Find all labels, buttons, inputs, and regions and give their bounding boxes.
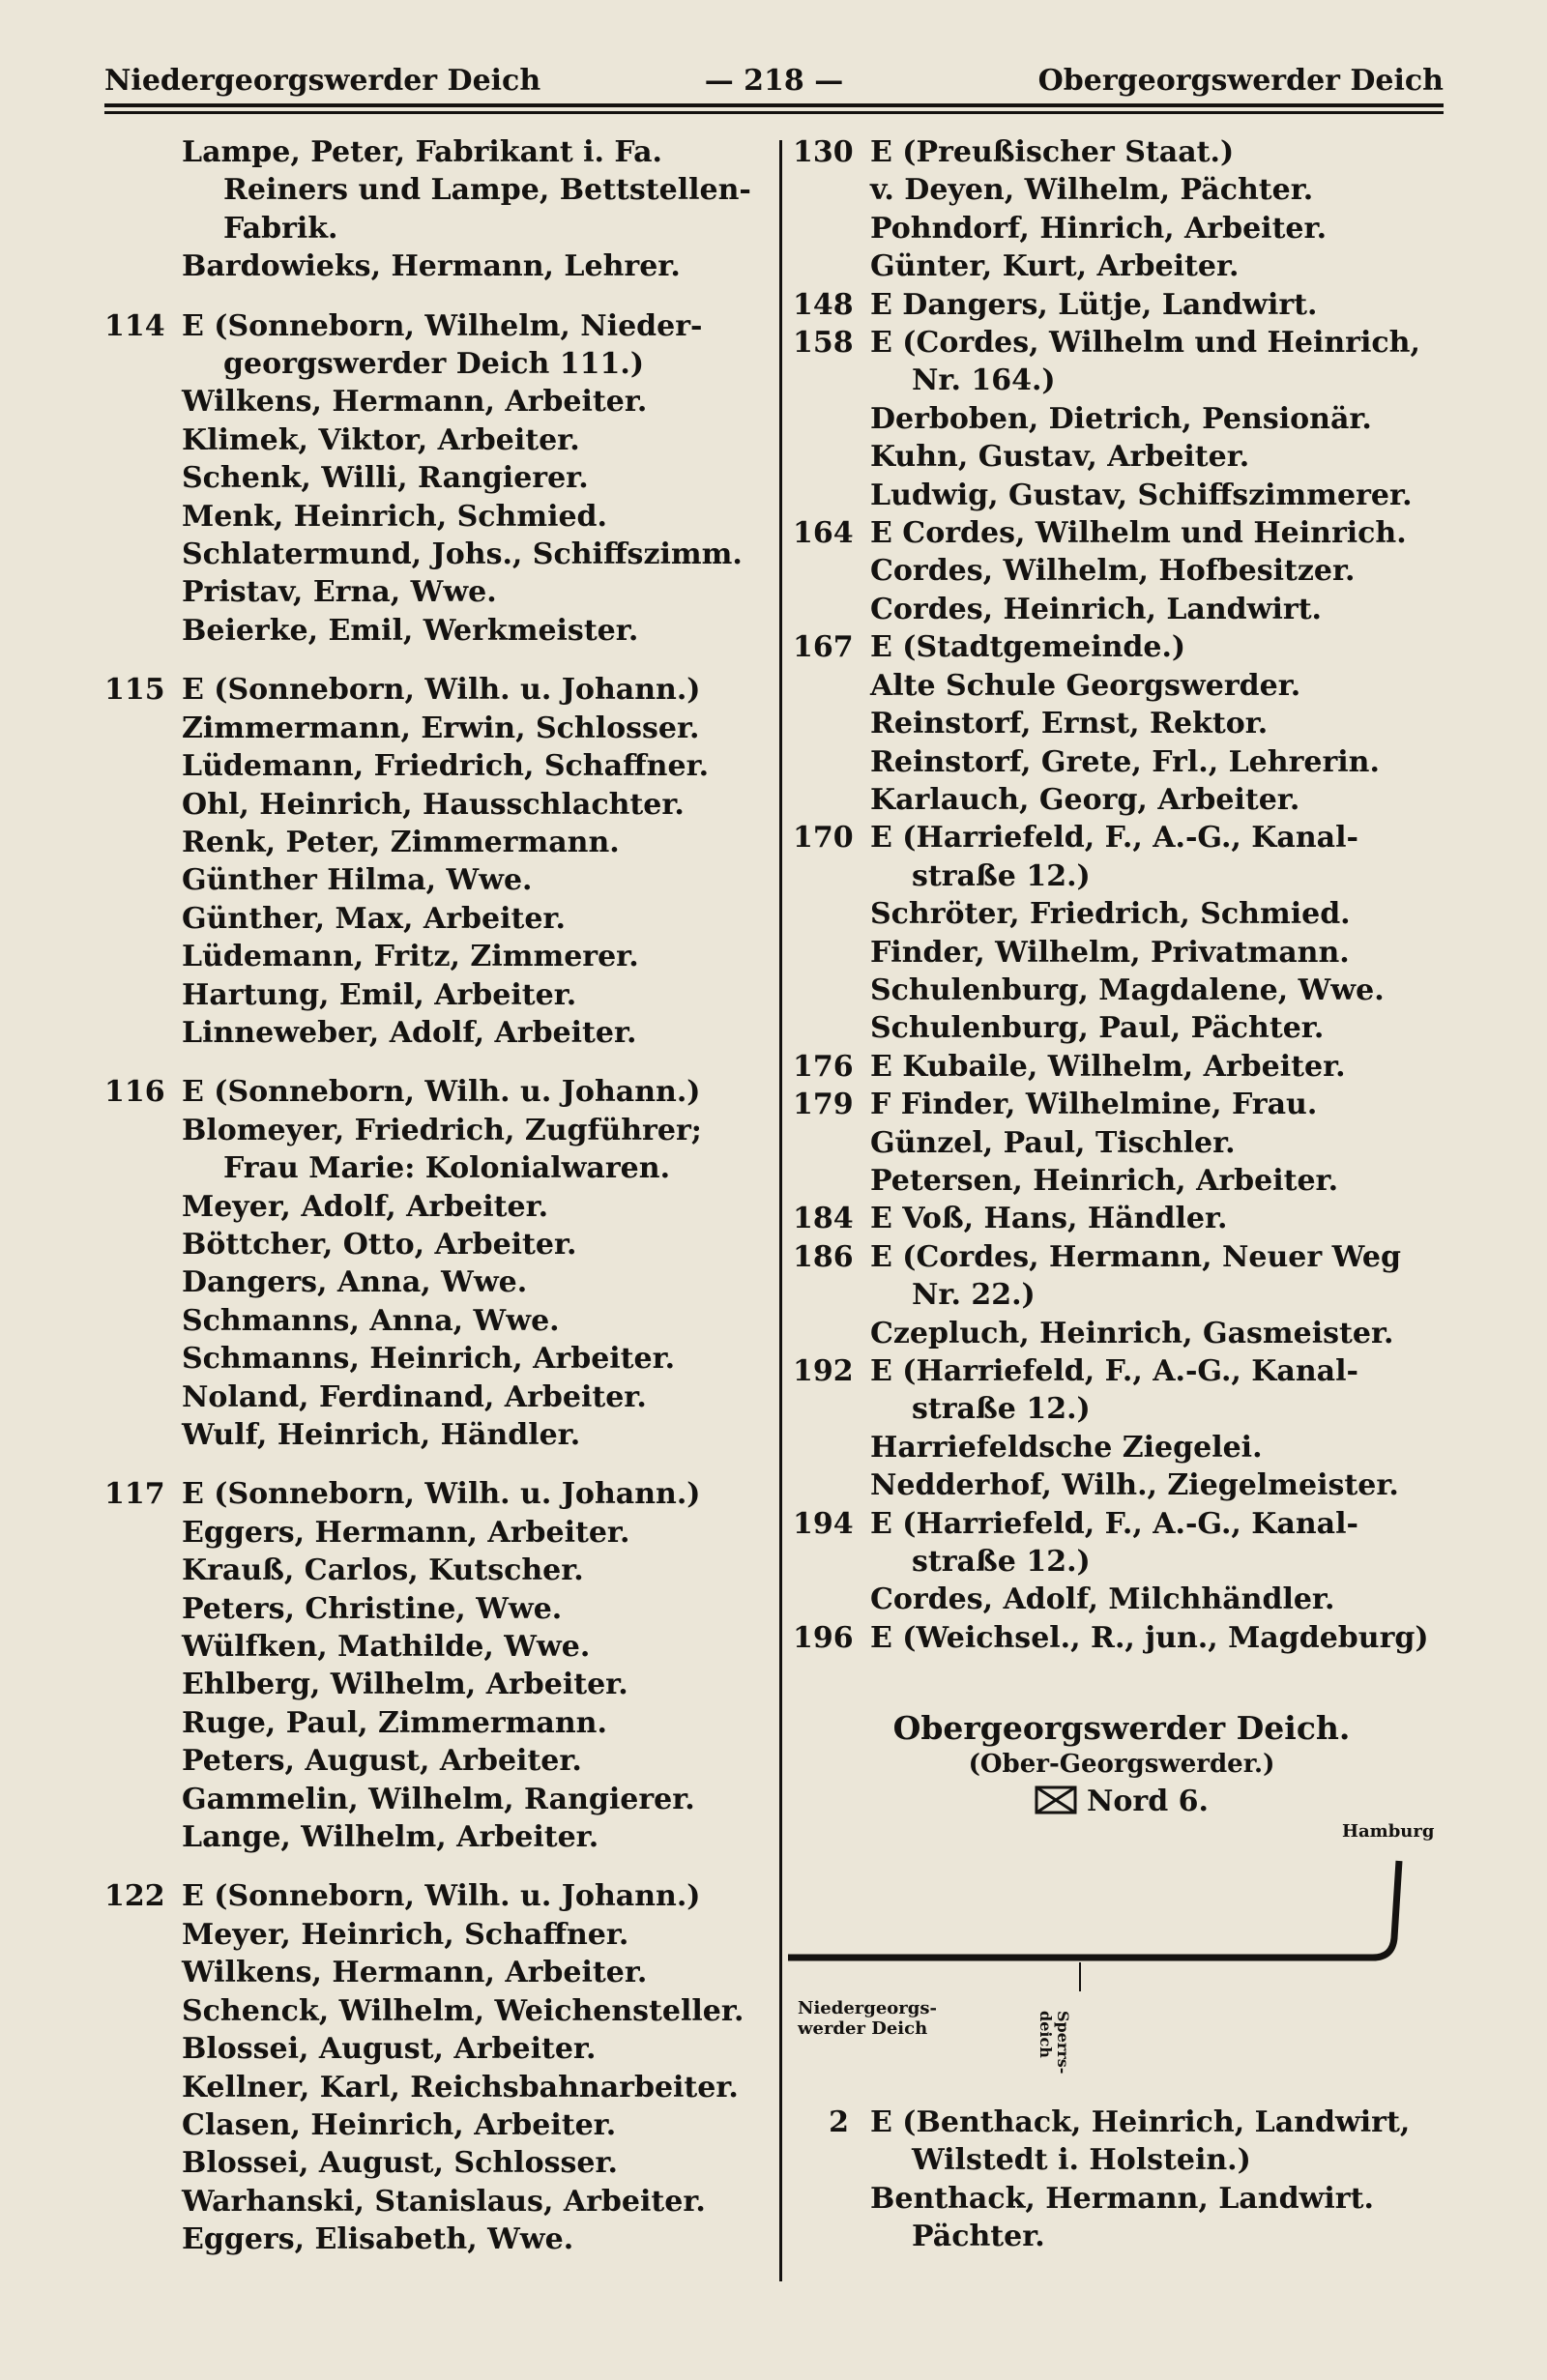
resident-line [104, 1818, 762, 1856]
resident-line [104, 536, 762, 573]
resident-line [793, 247, 1450, 285]
resident-line [104, 2183, 762, 2220]
resident-line [793, 171, 1450, 209]
house-number: 2 [829, 2105, 849, 2139]
resident-line [793, 895, 1450, 933]
resident-line [104, 786, 762, 824]
entry-text: Benthack, Hermann, Landwirt. [870, 2181, 1374, 2216]
entry-text: E (Harriefeld, F., A.-G., Kanal- [870, 821, 1358, 856]
resident-line [793, 1390, 1450, 1428]
resident-line [793, 2180, 1450, 2218]
house-number: 114 [104, 308, 165, 343]
resident-line [104, 171, 762, 209]
resident-line [793, 1124, 1450, 1162]
entry-text: Günzel, Paul, Tischler. [870, 1125, 1236, 1160]
entry-text: straße 12.) [912, 1545, 1091, 1580]
resident-line [793, 362, 1450, 399]
house-number: 122 [104, 1879, 165, 1914]
resident-line [104, 1149, 762, 1187]
house-number: 116 [104, 1075, 165, 1110]
entry-text: Harriefeldsche Ziegelei. [870, 1430, 1263, 1465]
entry-text: Petersen, Heinrich, Arbeiter. [870, 1163, 1339, 1198]
house-entry [104, 307, 762, 345]
house-entry [104, 671, 762, 709]
house-entry [793, 286, 1450, 324]
entry-text: Lüdemann, Friedrich, Schaffner. [182, 749, 710, 784]
house-entry [793, 1238, 1450, 1276]
house-entry [793, 628, 1450, 666]
house-number: 117 [104, 1477, 165, 1512]
header-rule-bottom [104, 111, 1444, 114]
entry-text: Alte Schule Georgswerder. [870, 668, 1301, 703]
resident-line [104, 1340, 762, 1378]
resident-line [104, 1781, 762, 1818]
resident-line [793, 210, 1450, 247]
entry-text: E (Preußischer Staat.) [870, 135, 1235, 169]
resident-line [793, 2218, 1450, 2255]
house-number: 130 [793, 135, 854, 169]
page-number: — 218 — [704, 64, 844, 98]
house-number: 170 [793, 821, 854, 856]
entry-text: Nr. 22.) [912, 1278, 1036, 1313]
resident-line [793, 1009, 1450, 1047]
street-map [788, 1817, 1455, 1991]
entry-text: Lange, Wilhelm, Arbeiter. [182, 1820, 599, 1855]
resident-line [793, 2141, 1450, 2179]
resident-line [793, 1466, 1450, 1504]
entry-text: Krauß, Carlos, Kutscher. [182, 1553, 584, 1588]
house-number: 158 [793, 326, 854, 361]
postal-district [812, 1785, 1431, 1818]
entry-text: v. Deyen, Wilhelm, Pächter. [870, 173, 1314, 208]
resident-line [104, 747, 762, 785]
section-title: Obergeorgswerder Deich. [892, 1709, 1351, 1747]
resident-line [793, 400, 1450, 438]
entry-text: E (Sonneborn, Wilh. u. Johann.) [182, 1477, 701, 1512]
entry-text: Blossei, August, Schlosser. [182, 2146, 618, 2181]
entry-text: Eggers, Elisabeth, Wwe. [182, 2222, 574, 2257]
house-number: 192 [793, 1354, 854, 1388]
entry-text: straße 12.) [912, 858, 1091, 893]
entry-text: Cordes, Wilhelm, Hofbesitzer. [870, 554, 1356, 589]
resident-line [104, 1112, 762, 1149]
entry-text: Ehlberg, Wilhelm, Arbeiter. [182, 1668, 628, 1702]
house-number: 196 [793, 1620, 854, 1655]
entry-text: Clasen, Heinrich, Arbeiter. [182, 2107, 617, 2142]
entry-text: E (Harriefeld, F., A.-G., Kanal- [870, 1506, 1358, 1541]
entry-text: E Dangers, Lütje, Landwirt. [870, 287, 1318, 322]
resident-line [793, 781, 1450, 819]
resident-line [793, 1162, 1450, 1200]
map-label-hamburg: Hamburg [1342, 1821, 1435, 1842]
house-number: 194 [793, 1506, 854, 1541]
house-number: 115 [104, 673, 165, 708]
entry-text: E Kubaile, Wilhelm, Arbeiter. [870, 1049, 1346, 1084]
resident-line [104, 2106, 762, 2144]
entry-text: Gammelin, Wilhelm, Rangierer. [182, 1782, 695, 1816]
entry-text: Meyer, Adolf, Arbeiter. [182, 1189, 549, 1224]
entry-text: E (Stadtgemeinde.) [870, 630, 1186, 665]
resident-line [104, 210, 762, 247]
entry-text: Wilkens, Hermann, Arbeiter. [182, 385, 648, 420]
resident-line [104, 1916, 762, 1954]
resident-line [793, 934, 1450, 972]
map-road [788, 1861, 1399, 1958]
entry-text: Reiners und Lampe, Bettstellen- [223, 173, 751, 208]
resident-line [793, 438, 1450, 476]
entry-text: E Voß, Hans, Händler. [870, 1202, 1228, 1236]
resident-line [104, 612, 762, 650]
resident-line [104, 459, 762, 497]
resident-line [104, 1014, 762, 1052]
resident-line [793, 1581, 1450, 1618]
map-label-line: Sperrs- [1054, 2011, 1072, 2075]
resident-line [104, 1552, 762, 1589]
entry-text: E (Sonneborn, Wilh. u. Johann.) [182, 673, 701, 708]
entry-text: Lampe, Peter, Fabrikant i. Fa. [182, 135, 662, 169]
entry-text: Dangers, Anna, Wwe. [182, 1265, 528, 1300]
house-number: 186 [793, 1239, 854, 1274]
resident-line [104, 1628, 762, 1666]
entry-text: Blomeyer, Friedrich, Zugführer; [182, 1113, 702, 1147]
entry-text: E (Cordes, Wilhelm und Heinrich, [870, 326, 1420, 361]
resident-line [104, 1302, 762, 1340]
resident-line [104, 1263, 762, 1301]
entry-text: Fabrik. [223, 211, 338, 246]
resident-line [793, 477, 1450, 514]
resident-line [104, 1704, 762, 1742]
map-label-line: deich [1036, 2011, 1055, 2058]
entry-text: straße 12.) [912, 1392, 1091, 1427]
entry-text: Wülfken, Mathilde, Wwe. [182, 1630, 591, 1665]
entry-text: Ohl, Heinrich, Hausschlachter. [182, 787, 685, 822]
entry-text: E Cordes, Wilhelm und Heinrich. [870, 516, 1407, 551]
resident-line [104, 421, 762, 459]
resident-line [104, 1590, 762, 1628]
house-number: 176 [793, 1049, 854, 1084]
house-entry [793, 133, 1450, 171]
entry-text: E (Cordes, Hermann, Neuer Weg [870, 1239, 1401, 1274]
resident-line [793, 972, 1450, 1009]
house-entry [793, 1619, 1450, 1657]
resident-line [104, 2144, 762, 2182]
entry-text: Pristav, Erna, Wwe. [182, 575, 497, 610]
entry-text: Ruge, Paul, Zimmermann. [182, 1705, 607, 1740]
entry-text: Günter, Kurt, Arbeiter. [870, 249, 1240, 284]
entry-text: E (Sonneborn, Wilhelm, Nieder- [182, 308, 703, 343]
left-column [104, 133, 762, 2259]
house-number: 167 [793, 630, 854, 665]
resident-line [104, 1742, 762, 1780]
entry-text: Cordes, Heinrich, Landwirt. [870, 592, 1322, 626]
resident-line [793, 1543, 1450, 1581]
entry-text: Pohndorf, Hinrich, Arbeiter. [870, 211, 1328, 246]
house-entry [104, 1877, 762, 1915]
page-header [104, 60, 1444, 102]
entry-text: Warhanski, Stanislaus, Arbeiter. [182, 2184, 706, 2219]
map-label-sperrsdeich [1036, 2011, 1071, 2074]
postal-label: Nord 6. [1087, 1785, 1209, 1818]
entry-gap [104, 1052, 762, 1073]
entry-gap [104, 1454, 762, 1475]
entry-text: Cordes, Adolf, Milchhändler. [870, 1582, 1335, 1617]
entry-text: Schulenburg, Paul, Pächter. [870, 1011, 1325, 1046]
house-number: 184 [793, 1202, 854, 1236]
entry-text: Klimek, Viktor, Arbeiter. [182, 422, 580, 457]
entry-text: Renk, Peter, Zimmermann. [182, 825, 620, 859]
resident-line [793, 743, 1450, 781]
entry-text: Czepluch, Heinrich, Gasmeister. [870, 1316, 1394, 1350]
entry-text: Schenck, Wilhelm, Weichensteller. [182, 1993, 744, 2028]
entry-text: Reinstorf, Grete, Frl., Lehrerin. [870, 744, 1380, 779]
entry-text: E (Sonneborn, Wilh. u. Johann.) [182, 1075, 701, 1110]
resident-line [793, 667, 1450, 705]
resident-line [793, 552, 1450, 590]
entry-gap [104, 650, 762, 671]
right-column [793, 133, 1450, 1657]
entry-text: Günther, Max, Arbeiter. [182, 901, 566, 936]
right-column-continued [793, 2104, 1450, 2256]
resident-line [104, 1188, 762, 1226]
resident-line [104, 383, 762, 421]
entry-text: Kellner, Karl, Reichsbahnarbeiter. [182, 2070, 739, 2104]
entry-text: Menk, Heinrich, Schmied. [182, 499, 607, 534]
entry-text: E (Sonneborn, Wilh. u. Johann.) [182, 1879, 701, 1914]
entry-text: Schmanns, Anna, Wwe. [182, 1303, 560, 1338]
house-entry [793, 1048, 1450, 1086]
resident-line [793, 857, 1450, 895]
house-entry [104, 1475, 762, 1513]
resident-line [104, 938, 762, 975]
entry-text: Derboben, Dietrich, Pensionär. [870, 401, 1372, 436]
entry-text: Eggers, Hermann, Arbeiter. [182, 1515, 630, 1550]
entry-text: Schenk, Willi, Rangierer. [182, 461, 589, 496]
header-rule-top [104, 103, 1444, 107]
resident-line [104, 573, 762, 611]
entry-text: Günther Hilma, Wwe. [182, 863, 533, 898]
house-entry [793, 514, 1450, 552]
entry-text: Karlauch, Georg, Arbeiter. [870, 782, 1300, 817]
entry-text: Peters, August, Arbeiter. [182, 1744, 582, 1779]
envelope-icon [1035, 1785, 1077, 1814]
entry-text: Wilstedt i. Holstein.) [912, 2143, 1251, 2178]
header-left-street: Niedergeorgswerder Deich [104, 64, 541, 98]
house-entry [793, 1352, 1450, 1390]
resident-line [104, 498, 762, 536]
resident-line [104, 710, 762, 747]
entry-text: E (Weichsel., R., jun., Magdeburg) [870, 1620, 1429, 1655]
resident-line [104, 1992, 762, 2030]
entry-text: Zimmermann, Erwin, Schlosser. [182, 711, 700, 745]
entry-text: E (Benthack, Heinrich, Landwirt, [870, 2105, 1411, 2139]
house-entry [793, 2104, 1450, 2141]
house-number: 179 [793, 1088, 854, 1122]
column-divider [779, 140, 782, 2281]
entry-text: Schröter, Friedrich, Schmied. [870, 897, 1351, 932]
house-entry [793, 1505, 1450, 1543]
house-entry [793, 1086, 1450, 1123]
entry-text: Lüdemann, Fritz, Zimmerer. [182, 940, 639, 974]
resident-line [104, 1379, 762, 1416]
resident-line [104, 1954, 762, 1991]
map-label-niedergeorgswerder [798, 1998, 937, 2039]
map-label-line: Niedergeorgs- [798, 1998, 937, 2018]
entry-text: Beierke, Emil, Werkmeister. [182, 613, 639, 648]
resident-line [793, 591, 1450, 628]
entry-gap [104, 1856, 762, 1877]
resident-line [793, 1315, 1450, 1352]
resident-line [104, 900, 762, 938]
entry-text: E (Harriefeld, F., A.-G., Kanal- [870, 1354, 1358, 1388]
resident-line [793, 705, 1450, 742]
resident-line [104, 133, 762, 171]
resident-line [104, 1514, 762, 1552]
entry-text: Pächter. [912, 2220, 1045, 2254]
resident-line [104, 247, 762, 285]
entry-text: Nedderhof, Wilh., Ziegelmeister. [870, 1468, 1399, 1503]
resident-line [104, 345, 762, 383]
resident-line [104, 2220, 762, 2258]
resident-line [104, 976, 762, 1014]
resident-line [793, 1429, 1450, 1466]
entry-text: Noland, Ferdinand, Arbeiter. [182, 1379, 647, 1414]
resident-line [104, 2030, 762, 2068]
entry-text: Böttcher, Otto, Arbeiter. [182, 1227, 577, 1262]
entry-text: Schulenburg, Magdalene, Wwe. [870, 972, 1385, 1007]
resident-line [104, 1226, 762, 1263]
entry-text: georgswerder Deich 111.) [223, 347, 645, 382]
entry-text: Schmanns, Heinrich, Arbeiter. [182, 1342, 676, 1377]
entry-text: Meyer, Heinrich, Schaffner. [182, 1917, 629, 1952]
entry-text: Wulf, Heinrich, Händler. [182, 1418, 581, 1452]
resident-line [104, 824, 762, 861]
house-entry [793, 324, 1450, 362]
resident-line [104, 1416, 762, 1454]
entry-text: Schlatermund, Johs., Schiffszimm. [182, 537, 743, 572]
entry-text: Blossei, August, Arbeiter. [182, 2032, 597, 2067]
entry-text: Bardowieks, Hermann, Lehrer. [182, 249, 681, 284]
entry-text: Linneweber, Adolf, Arbeiter. [182, 1015, 637, 1050]
section-subtitle: (Ober-Georgswerder.) [968, 1750, 1275, 1779]
entry-text: Hartung, Emil, Arbeiter. [182, 977, 577, 1012]
map-label-line: werder Deich [798, 2018, 928, 2039]
entry-gap [104, 286, 762, 307]
resident-line [104, 2069, 762, 2106]
house-number: 164 [793, 516, 854, 551]
entry-text: Frau Marie: Kolonialwaren. [223, 1151, 671, 1186]
entry-text: Wilkens, Hermann, Arbeiter. [182, 1956, 648, 1990]
header-right-street: Obergeorgswerder Deich [1037, 64, 1444, 98]
entry-text: Finder, Wilhelm, Privatmann. [870, 935, 1350, 970]
house-entry [104, 1073, 762, 1111]
entry-text: Nr. 164.) [912, 363, 1056, 398]
resident-line [104, 1666, 762, 1703]
entry-text: Peters, Christine, Wwe. [182, 1591, 563, 1626]
house-number: 148 [793, 287, 854, 322]
entry-text: Ludwig, Gustav, Schiffszimmerer. [870, 478, 1413, 512]
resident-line [104, 861, 762, 899]
entry-text: F Finder, Wilhelmine, Frau. [870, 1088, 1318, 1122]
house-entry [793, 1200, 1450, 1237]
entry-text: Reinstorf, Ernst, Rektor. [870, 707, 1269, 741]
house-entry [793, 819, 1450, 856]
resident-line [793, 1276, 1450, 1314]
entry-text: Kuhn, Gustav, Arbeiter. [870, 440, 1250, 475]
